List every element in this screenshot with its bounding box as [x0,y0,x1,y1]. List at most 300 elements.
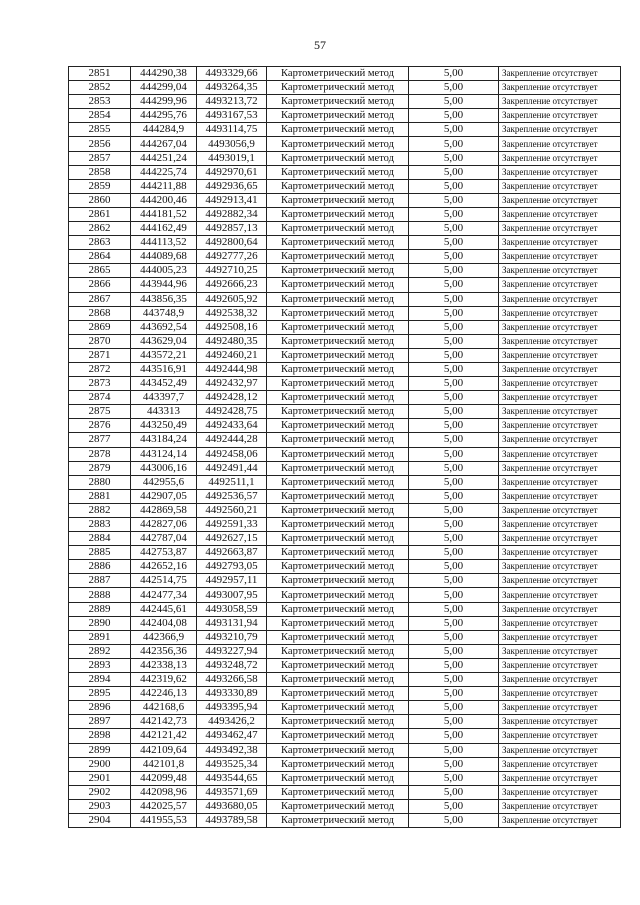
accuracy-cell: 5,00 [409,278,499,292]
method-cell: Картометрический метод [267,447,409,461]
fixation-note-cell: Закрепление отсутствует [499,489,621,503]
table-row [69,362,621,376]
x-coordinate-cell: 444251,24 [131,151,197,165]
method-cell: Картометрический метод [267,362,409,376]
table-row [69,264,621,278]
y-coordinate-cell: 4492800,64 [197,236,267,250]
y-coordinate-cell: 4492444,98 [197,362,267,376]
fixation-note-cell: Закрепление отсутствует [499,123,621,137]
y-coordinate-cell: 4493680,05 [197,799,267,813]
fixation-note-cell: Закрепление отсутствует [499,95,621,109]
table-row [69,419,621,433]
method-cell: Картометрический метод [267,715,409,729]
y-coordinate-cell: 4492444,28 [197,433,267,447]
method-cell: Картометрический метод [267,405,409,419]
method-cell: Картометрический метод [267,687,409,701]
point-number-cell: 2881 [69,489,131,503]
y-coordinate-cell: 4492936,65 [197,179,267,193]
table-row [69,503,621,517]
table-row [69,405,621,419]
table-row [69,546,621,560]
x-coordinate-cell: 443692,54 [131,320,197,334]
y-coordinate-cell: 4493330,89 [197,687,267,701]
y-coordinate-cell: 4492957,11 [197,574,267,588]
y-coordinate-cell: 4492480,35 [197,334,267,348]
method-cell: Картометрический метод [267,489,409,503]
point-number-cell: 2866 [69,278,131,292]
accuracy-cell: 5,00 [409,67,499,81]
table-row [69,715,621,729]
y-coordinate-cell: 4493266,58 [197,673,267,687]
method-cell: Картометрический метод [267,644,409,658]
point-number-cell: 2853 [69,95,131,109]
y-coordinate-cell: 4492710,25 [197,264,267,278]
x-coordinate-cell: 442514,75 [131,574,197,588]
fixation-note-cell: Закрепление отсутствует [499,165,621,179]
point-number-cell: 2879 [69,461,131,475]
point-number-cell: 2860 [69,193,131,207]
y-coordinate-cell: 4492536,57 [197,489,267,503]
fixation-note-cell: Закрепление отсутствует [499,503,621,517]
point-number-cell: 2888 [69,588,131,602]
y-coordinate-cell: 4493264,35 [197,81,267,95]
point-number-cell: 2857 [69,151,131,165]
fixation-note-cell: Закрепление отсутствует [499,743,621,757]
method-cell: Картометрический метод [267,630,409,644]
fixation-note-cell: Закрепление отсутствует [499,546,621,560]
method-cell: Картометрический метод [267,673,409,687]
point-number-cell: 2891 [69,630,131,644]
fixation-note-cell: Закрепление отсутствует [499,236,621,250]
point-number-cell: 2887 [69,574,131,588]
x-coordinate-cell: 443006,16 [131,461,197,475]
accuracy-cell: 5,00 [409,560,499,574]
accuracy-cell: 5,00 [409,306,499,320]
accuracy-cell: 5,00 [409,475,499,489]
fixation-note-cell: Закрепление отсутствует [499,207,621,221]
fixation-note-cell: Закрепление отсутствует [499,391,621,405]
x-coordinate-cell: 442652,16 [131,560,197,574]
x-coordinate-cell: 442319,62 [131,673,197,687]
y-coordinate-cell: 4492560,21 [197,503,267,517]
fixation-note-cell: Закрепление отсутствует [499,320,621,334]
method-cell: Картометрический метод [267,306,409,320]
method-cell: Картометрический метод [267,278,409,292]
x-coordinate-cell: 442101,8 [131,757,197,771]
y-coordinate-cell: 4492857,13 [197,222,267,236]
y-coordinate-cell: 4492913,41 [197,193,267,207]
x-coordinate-cell: 444089,68 [131,250,197,264]
table-row [69,250,621,264]
point-number-cell: 2870 [69,334,131,348]
table-row [69,574,621,588]
fixation-note-cell: Закрепление отсутствует [499,179,621,193]
point-number-cell: 2871 [69,348,131,362]
x-coordinate-cell: 442121,42 [131,729,197,743]
x-coordinate-cell: 442356,36 [131,644,197,658]
table-row [69,673,621,687]
x-coordinate-cell: 444211,88 [131,179,197,193]
table-row [69,532,621,546]
method-cell: Картометрический метод [267,616,409,630]
accuracy-cell: 5,00 [409,207,499,221]
x-coordinate-cell: 444284,9 [131,123,197,137]
table-row [69,151,621,165]
fixation-note-cell: Закрепление отсутствует [499,109,621,123]
table-row [69,306,621,320]
point-number-cell: 2898 [69,729,131,743]
x-coordinate-cell: 443516,91 [131,362,197,376]
y-coordinate-cell: 4493167,53 [197,109,267,123]
table-row [69,729,621,743]
x-coordinate-cell: 442025,57 [131,799,197,813]
x-coordinate-cell: 443397,7 [131,391,197,405]
point-number-cell: 2851 [69,67,131,81]
fixation-note-cell: Закрепление отсутствует [499,137,621,151]
point-number-cell: 2864 [69,250,131,264]
table-row [69,348,621,362]
method-cell: Картометрический метод [267,179,409,193]
x-coordinate-cell: 444005,23 [131,264,197,278]
accuracy-cell: 5,00 [409,503,499,517]
accuracy-cell: 5,00 [409,236,499,250]
accuracy-cell: 5,00 [409,729,499,743]
point-number-cell: 2889 [69,602,131,616]
fixation-note-cell: Закрепление отсутствует [499,222,621,236]
accuracy-cell: 5,00 [409,222,499,236]
y-coordinate-cell: 4493213,72 [197,95,267,109]
fixation-note-cell: Закрепление отсутствует [499,771,621,785]
method-cell: Картометрический метод [267,532,409,546]
method-cell: Картометрический метод [267,250,409,264]
method-cell: Картометрический метод [267,123,409,137]
point-number-cell: 2877 [69,433,131,447]
y-coordinate-cell: 4492970,61 [197,165,267,179]
accuracy-cell: 5,00 [409,532,499,546]
accuracy-cell: 5,00 [409,673,499,687]
table-row [69,658,621,672]
method-cell: Картометрический метод [267,461,409,475]
x-coordinate-cell: 442109,64 [131,743,197,757]
accuracy-cell: 5,00 [409,433,499,447]
table-row [69,137,621,151]
table-row [69,687,621,701]
x-coordinate-cell: 442445,61 [131,602,197,616]
accuracy-cell: 5,00 [409,616,499,630]
x-coordinate-cell: 444299,04 [131,81,197,95]
accuracy-cell: 5,00 [409,151,499,165]
point-number-cell: 2854 [69,109,131,123]
fixation-note-cell: Закрепление отсутствует [499,701,621,715]
x-coordinate-cell: 443184,24 [131,433,197,447]
method-cell: Картометрический метод [267,560,409,574]
method-cell: Картометрический метод [267,743,409,757]
fixation-note-cell: Закрепление отсутствует [499,658,621,672]
fixation-note-cell: Закрепление отсутствует [499,250,621,264]
fixation-note-cell: Закрепление отсутствует [499,616,621,630]
accuracy-cell: 5,00 [409,701,499,715]
accuracy-cell: 5,00 [409,743,499,757]
method-cell: Картометрический метод [267,348,409,362]
point-number-cell: 2878 [69,447,131,461]
method-cell: Картометрический метод [267,602,409,616]
y-coordinate-cell: 4493248,72 [197,658,267,672]
x-coordinate-cell: 442142,73 [131,715,197,729]
fixation-note-cell: Закрепление отсутствует [499,673,621,687]
x-coordinate-cell: 442907,05 [131,489,197,503]
x-coordinate-cell: 442827,06 [131,518,197,532]
y-coordinate-cell: 4492793,05 [197,560,267,574]
accuracy-cell: 5,00 [409,630,499,644]
x-coordinate-cell: 442338,13 [131,658,197,672]
point-number-cell: 2899 [69,743,131,757]
x-coordinate-cell: 444181,52 [131,207,197,221]
table-row [69,560,621,574]
y-coordinate-cell: 4493131,94 [197,616,267,630]
fixation-note-cell: Закрепление отсутствует [499,475,621,489]
page-number: 57 [314,38,326,52]
accuracy-cell: 5,00 [409,377,499,391]
point-number-cell: 2901 [69,771,131,785]
table-row [69,165,621,179]
y-coordinate-cell: 4493056,9 [197,137,267,151]
method-cell: Картометрический метод [267,475,409,489]
point-number-cell: 2863 [69,236,131,250]
table-row [69,602,621,616]
table-row [69,391,621,405]
x-coordinate-cell: 442366,9 [131,630,197,644]
table-row [69,461,621,475]
fixation-note-cell: Закрепление отсутствует [499,447,621,461]
table-row [69,320,621,334]
x-coordinate-cell: 442246,13 [131,687,197,701]
point-number-cell: 2893 [69,658,131,672]
method-cell: Картометрический метод [267,701,409,715]
point-number-cell: 2897 [69,715,131,729]
y-coordinate-cell: 4492428,12 [197,391,267,405]
fixation-note-cell: Закрепление отсутствует [499,532,621,546]
table-row [69,630,621,644]
table-row [69,518,621,532]
point-number-cell: 2884 [69,532,131,546]
fixation-note-cell: Закрепление отсутствует [499,67,621,81]
fixation-note-cell: Закрепление отсутствует [499,433,621,447]
accuracy-cell: 5,00 [409,320,499,334]
y-coordinate-cell: 4493492,38 [197,743,267,757]
method-cell: Картометрический метод [267,109,409,123]
table-row [69,123,621,137]
x-coordinate-cell: 444290,38 [131,67,197,81]
table-row [69,433,621,447]
method-cell: Картометрический метод [267,658,409,672]
point-number-cell: 2865 [69,264,131,278]
x-coordinate-cell: 443452,49 [131,377,197,391]
accuracy-cell: 5,00 [409,602,499,616]
point-number-cell: 2872 [69,362,131,376]
table-row [69,377,621,391]
accuracy-cell: 5,00 [409,109,499,123]
x-coordinate-cell: 444113,52 [131,236,197,250]
fixation-note-cell: Закрепление отсутствует [499,278,621,292]
table-row [69,447,621,461]
point-number-cell: 2894 [69,673,131,687]
fixation-note-cell: Закрепление отсутствует [499,729,621,743]
accuracy-cell: 5,00 [409,165,499,179]
x-coordinate-cell: 443856,35 [131,292,197,306]
fixation-note-cell: Закрепление отсутствует [499,588,621,602]
point-number-cell: 2874 [69,391,131,405]
x-coordinate-cell: 444200,46 [131,193,197,207]
method-cell: Картометрический метод [267,95,409,109]
fixation-note-cell: Закрепление отсутствует [499,644,621,658]
table-row [69,785,621,799]
accuracy-cell: 5,00 [409,518,499,532]
point-number-cell: 2903 [69,799,131,813]
x-coordinate-cell: 442477,34 [131,588,197,602]
accuracy-cell: 5,00 [409,799,499,813]
accuracy-cell: 5,00 [409,250,499,264]
x-coordinate-cell: 442098,96 [131,785,197,799]
y-coordinate-cell: 4492428,75 [197,405,267,419]
y-coordinate-cell: 4493227,94 [197,644,267,658]
y-coordinate-cell: 4492666,23 [197,278,267,292]
accuracy-cell: 5,00 [409,292,499,306]
x-coordinate-cell: 444295,76 [131,109,197,123]
table-row [69,67,621,81]
point-number-cell: 2892 [69,644,131,658]
table-row [69,207,621,221]
point-number-cell: 2869 [69,320,131,334]
point-number-cell: 2862 [69,222,131,236]
accuracy-cell: 5,00 [409,574,499,588]
point-number-cell: 2895 [69,687,131,701]
fixation-note-cell: Закрепление отсутствует [499,81,621,95]
y-coordinate-cell: 4492491,44 [197,461,267,475]
method-cell: Картометрический метод [267,137,409,151]
method-cell: Картометрический метод [267,546,409,560]
y-coordinate-cell: 4493544,65 [197,771,267,785]
y-coordinate-cell: 4493525,34 [197,757,267,771]
table-row [69,489,621,503]
fixation-note-cell: Закрепление отсутствует [499,292,621,306]
point-number-cell: 2896 [69,701,131,715]
table-row [69,334,621,348]
accuracy-cell: 5,00 [409,771,499,785]
table-row [69,109,621,123]
point-number-cell: 2875 [69,405,131,419]
accuracy-cell: 5,00 [409,687,499,701]
point-number-cell: 2861 [69,207,131,221]
table-row [69,193,621,207]
fixation-note-cell: Закрепление отсутствует [499,630,621,644]
y-coordinate-cell: 4493462,47 [197,729,267,743]
y-coordinate-cell: 4492882,34 [197,207,267,221]
method-cell: Картометрический метод [267,518,409,532]
y-coordinate-cell: 4492458,06 [197,447,267,461]
fixation-note-cell: Закрепление отсутствует [499,799,621,813]
method-cell: Картометрический метод [267,264,409,278]
coordinates-table [68,66,621,828]
accuracy-cell: 5,00 [409,813,499,827]
accuracy-cell: 5,00 [409,391,499,405]
y-coordinate-cell: 4492511,1 [197,475,267,489]
method-cell: Картометрический метод [267,320,409,334]
point-number-cell: 2890 [69,616,131,630]
fixation-note-cell: Закрепление отсутствует [499,377,621,391]
fixation-note-cell: Закрепление отсутствует [499,687,621,701]
y-coordinate-cell: 4493210,79 [197,630,267,644]
method-cell: Картометрический метод [267,503,409,517]
y-coordinate-cell: 4492538,32 [197,306,267,320]
method-cell: Картометрический метод [267,207,409,221]
point-number-cell: 2856 [69,137,131,151]
y-coordinate-cell: 4492433,64 [197,419,267,433]
accuracy-cell: 5,00 [409,123,499,137]
x-coordinate-cell: 443629,04 [131,334,197,348]
x-coordinate-cell: 442099,48 [131,771,197,785]
fixation-note-cell: Закрепление отсутствует [499,518,621,532]
table-row [69,236,621,250]
method-cell: Картометрический метод [267,574,409,588]
point-number-cell: 2876 [69,419,131,433]
table-row [69,644,621,658]
table-row [69,475,621,489]
accuracy-cell: 5,00 [409,461,499,475]
x-coordinate-cell: 444267,04 [131,137,197,151]
accuracy-cell: 5,00 [409,658,499,672]
accuracy-cell: 5,00 [409,489,499,503]
accuracy-cell: 5,00 [409,419,499,433]
fixation-note-cell: Закрепление отсутствует [499,405,621,419]
method-cell: Картометрический метод [267,771,409,785]
point-number-cell: 2867 [69,292,131,306]
point-number-cell: 2900 [69,757,131,771]
fixation-note-cell: Закрепление отсутствует [499,560,621,574]
table-row [69,799,621,813]
y-coordinate-cell: 4493395,94 [197,701,267,715]
point-number-cell: 2882 [69,503,131,517]
y-coordinate-cell: 4492460,21 [197,348,267,362]
x-coordinate-cell: 442955,6 [131,475,197,489]
fixation-note-cell: Закрепление отсутствует [499,348,621,362]
y-coordinate-cell: 4492605,92 [197,292,267,306]
method-cell: Картометрический метод [267,236,409,250]
method-cell: Картометрический метод [267,785,409,799]
y-coordinate-cell: 4492508,16 [197,320,267,334]
y-coordinate-cell: 4492627,15 [197,532,267,546]
point-number-cell: 2873 [69,377,131,391]
fixation-note-cell: Закрепление отсутствует [499,334,621,348]
method-cell: Картометрический метод [267,813,409,827]
x-coordinate-cell: 443944,96 [131,278,197,292]
accuracy-cell: 5,00 [409,644,499,658]
point-number-cell: 2859 [69,179,131,193]
table-row [69,743,621,757]
fixation-note-cell: Закрепление отсутствует [499,151,621,165]
x-coordinate-cell: 443313 [131,405,197,419]
accuracy-cell: 5,00 [409,757,499,771]
y-coordinate-cell: 4493114,75 [197,123,267,137]
accuracy-cell: 5,00 [409,95,499,109]
method-cell: Картометрический метод [267,433,409,447]
y-coordinate-cell: 4493058,59 [197,602,267,616]
table-row [69,757,621,771]
y-coordinate-cell: 4493426,2 [197,715,267,729]
point-number-cell: 2858 [69,165,131,179]
point-number-cell: 2883 [69,518,131,532]
method-cell: Картометрический метод [267,151,409,165]
method-cell: Картометрический метод [267,588,409,602]
